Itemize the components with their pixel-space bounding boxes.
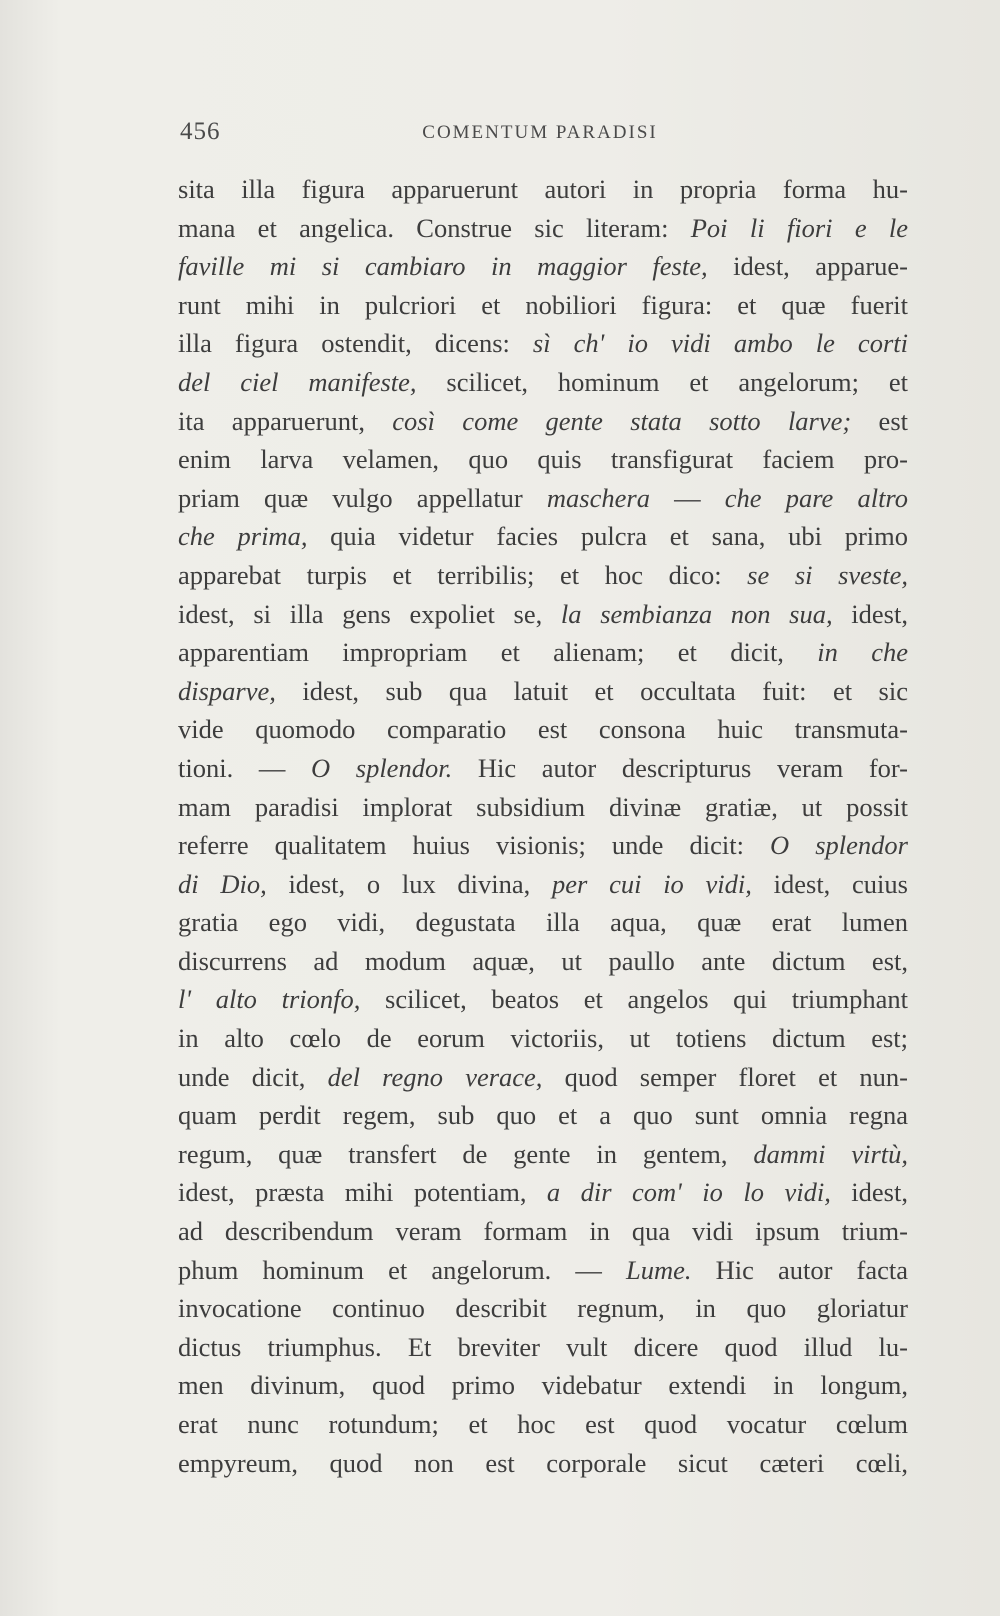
- text-run: in alto cœlo de eorum victoriis, ut totiens dictum est;: [178, 1023, 908, 1054]
- text-line: [178, 672, 908, 711]
- text-line: [178, 363, 908, 402]
- text-line: [178, 1289, 908, 1328]
- text-run: men divinum, quod primo videbatur extendi in longum,: [178, 1370, 908, 1401]
- italic-quote: sì ch' io vidi ambo le corti: [532, 328, 908, 359]
- text-line: [178, 1405, 908, 1444]
- text-line: [178, 247, 908, 286]
- page-number: 456: [180, 118, 221, 145]
- italic-quote: se si sveste,: [747, 559, 908, 590]
- text-line: [178, 633, 908, 672]
- text-run: erat nunc rotundum; et hoc est quod vocatur cœlum: [178, 1409, 908, 1439]
- text-run: sita illa figura apparuerunt autori in propria forma hu-: [178, 174, 908, 204]
- italic-quote: maschera: [546, 482, 650, 513]
- text-line: [178, 710, 908, 749]
- italic-quote: Lume.: [626, 1254, 692, 1285]
- text-run: priam quæ vulgo appellatur: [178, 482, 547, 513]
- text-run: mam paradisi implorat subsidium divinæ gratiæ, ut possit: [178, 791, 908, 822]
- italic-quote: l' alto trionfo,: [178, 984, 361, 1015]
- text-line: [178, 479, 908, 518]
- text-line: [178, 1328, 908, 1367]
- text-line: [178, 1096, 908, 1135]
- text-run: idest, apparue-: [707, 251, 908, 282]
- text-line: [178, 1444, 908, 1483]
- italic-quote: O splendor: [770, 830, 908, 861]
- text-run: Hic autor facta: [691, 1254, 909, 1285]
- text-line: [178, 865, 908, 904]
- text-run: gratia ego vidi, degustata illa aqua, quæ erat lumen: [178, 907, 908, 938]
- text-run: referre qualitatem huius visionis; unde dicit:: [178, 830, 771, 861]
- text-line: [178, 788, 908, 827]
- text-line: [178, 209, 908, 248]
- text-run: illa figura ostendit, dicens:: [178, 328, 533, 359]
- text-line: [178, 595, 908, 634]
- text-line: [178, 826, 908, 865]
- text-run: quam perdit regem, sub quo et a quo sunt omnia regna: [178, 1100, 908, 1131]
- text-line: [178, 402, 908, 441]
- text-line: [178, 1058, 908, 1097]
- text-line: [178, 556, 908, 595]
- text-run: ita apparuerunt,: [178, 405, 393, 436]
- text-line: [178, 1251, 908, 1290]
- italic-quote: del regno verace,: [327, 1061, 543, 1092]
- text-line: [178, 1212, 908, 1251]
- body-text: [178, 170, 908, 1482]
- text-run: est: [851, 405, 908, 436]
- italic-quote: che pare altro: [724, 482, 909, 513]
- text-run: dictus triumphus. Et breviter vult dicere quod illud lu-: [178, 1331, 908, 1362]
- text-line: [178, 749, 908, 788]
- italic-quote: Poi li fiori e le: [690, 212, 909, 243]
- text-run: enim larva velamen, quo quis transfigurat faciem pro-: [178, 444, 908, 475]
- text-line: [178, 1019, 908, 1058]
- text-run: apparebat turpis et terribilis; et hoc dico:: [178, 559, 748, 590]
- text-run: —: [649, 482, 725, 513]
- text-line: [178, 903, 908, 942]
- text-line: [178, 1366, 908, 1405]
- text-run: idest, cuius: [751, 868, 908, 899]
- text-run: scilicet, beatos et angelos qui triumphant: [360, 984, 908, 1015]
- text-run: apparentiam impropriam et alienam; et dicit,: [178, 637, 818, 668]
- text-line: [178, 170, 908, 209]
- italic-quote: del ciel manifeste,: [178, 366, 417, 397]
- text-run: unde dicit,: [178, 1061, 328, 1092]
- page-header: [180, 118, 900, 158]
- italic-quote: così come gente stata sotto larve;: [392, 405, 852, 436]
- italic-quote: che prima,: [178, 521, 308, 552]
- text-line: [178, 517, 908, 556]
- text-run: regum, quæ transfert de gente in gentem,: [178, 1138, 754, 1169]
- text-run: phum hominum et angelorum. —: [178, 1254, 627, 1285]
- italic-quote: di Dio,: [178, 868, 267, 899]
- text-run: discurrens ad modum aquæ, ut paullo ante dictum est,: [178, 945, 908, 976]
- text-run: Hic autor descripturus veram for-: [452, 752, 909, 783]
- text-line: [178, 942, 908, 981]
- text-line: [178, 1173, 908, 1212]
- text-run: idest, præsta mihi potentiam,: [178, 1177, 547, 1208]
- italic-quote: dammi virtù,: [753, 1138, 909, 1169]
- text-run: invocatione continuo describit regnum, in quo gloriatur: [178, 1293, 908, 1324]
- italic-quote: disparve,: [178, 675, 276, 706]
- text-run: runt mihi in pulcriori et nobiliori figura: et quæ fuerit: [178, 289, 908, 320]
- text-line: [178, 1135, 908, 1174]
- text-run: idest,: [832, 598, 908, 629]
- italic-quote: faville mi si cambiaro in maggior feste,: [178, 251, 708, 282]
- text-line: [178, 440, 908, 479]
- text-run: ad describendum veram formam in qua vidi ipsum trium-: [178, 1216, 908, 1247]
- text-run: empyreum, quod non est corporale sicut cæteri cœli,: [178, 1447, 908, 1478]
- text-line: [178, 980, 908, 1019]
- italic-quote: O splendor.: [310, 752, 453, 783]
- text-line: [178, 324, 908, 363]
- italic-quote: la sembianza non sua,: [560, 598, 833, 629]
- text-line: [178, 286, 908, 325]
- text-run: vide quomodo comparatio est consona huic transmuta-: [178, 714, 908, 745]
- text-run: mana et angelica. Construe sic literam:: [178, 212, 691, 243]
- italic-quote: per cui io vidi,: [552, 868, 752, 899]
- running-title: COMENTUM PARADISI: [422, 122, 658, 143]
- text-run: tioni. —: [178, 752, 311, 783]
- text-run: idest,: [830, 1177, 908, 1208]
- text-run: scilicet, hominum et angelorum; et: [416, 366, 909, 397]
- italic-quote: a dir com' io lo vidi,: [546, 1177, 831, 1208]
- text-run: idest, sub qua latuit et occultata fuit: et sic: [275, 675, 908, 706]
- text-run: idest, o lux divina,: [266, 868, 553, 899]
- italic-quote: in che: [817, 637, 908, 668]
- text-run: quia videtur facies pulcra et sana, ubi primo: [307, 521, 908, 552]
- text-run: idest, si illa gens expoliet se,: [178, 598, 561, 629]
- text-run: quod semper floret et nun-: [542, 1061, 908, 1092]
